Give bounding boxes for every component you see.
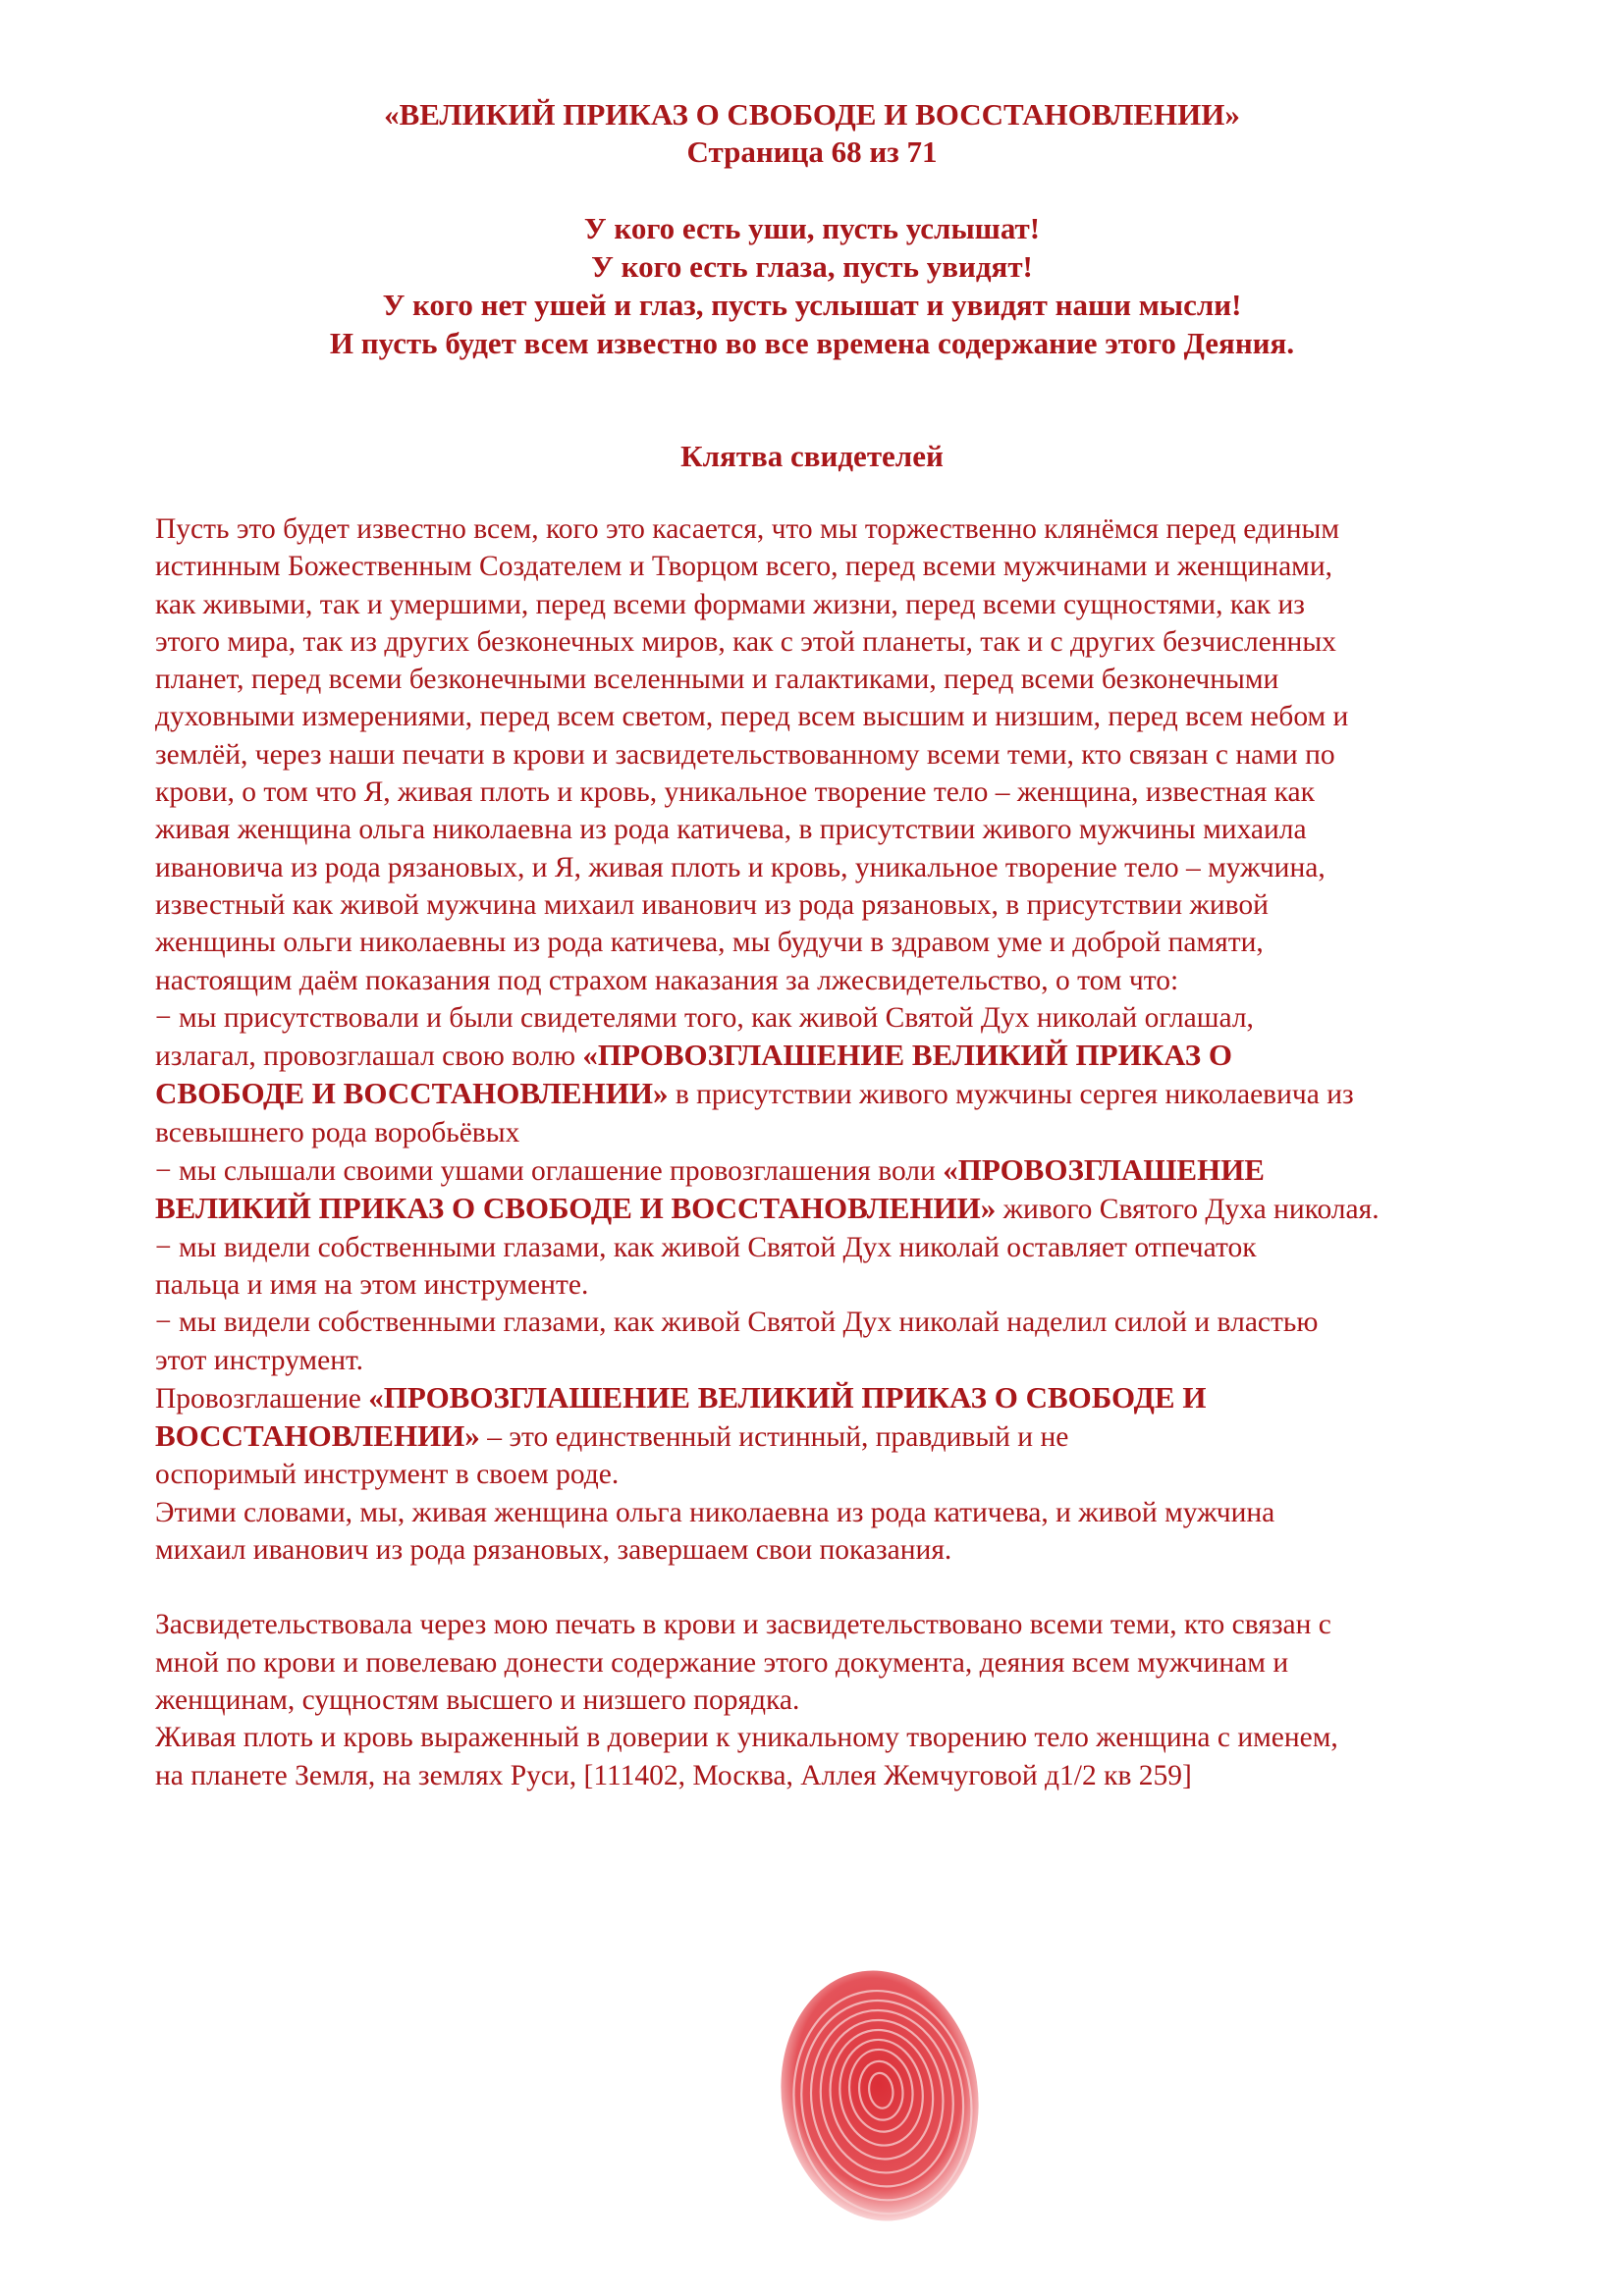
body-line: − мы видели собственными глазами, как живой Святой Дух николай оставляет отпечаток [155,1231,1257,1263]
body-line: крови, о том что Я, живая плоть и кровь, уникальное творение тело – женщина, известная как [155,776,1315,809]
highlight-title: ВЕЛИКИЙ ПРИКАЗ О СВОБОДЕ И ВОССТАНОВЛЕНИИ» [155,1191,997,1226]
highlight-title: СВОБОДЕ И ВОССТАНОВЛЕНИИ» [155,1076,669,1111]
body-line: настоящим даём показания под страхом наказания за лжесвидетельство, о том что: [155,964,1179,996]
body-text-span: в присутствии живого мужчины сергея николаевича из [668,1079,1354,1111]
highlight-title: «ПРОВОЗГЛАШЕНИЕ ВЕЛИКИЙ ПРИКАЗ О [582,1038,1233,1073]
body-line: планет, перед всеми безконечными вселенными и галактиками, перед всеми безконечными [155,664,1279,696]
document-header [0,96,1624,171]
body-line: истинным Божественным Создателем и Творцом всего, перед всеми мужчинами и женщинами, [155,551,1333,583]
highlight-title: «ПРОВОЗГЛАШЕНИЕ ВЕЛИКИЙ ПРИКАЗ О СВОБОДЕ И [368,1379,1207,1415]
body-line: всевышнего рода воробьёвых [155,1116,520,1148]
body-text-span: излагал, провозглашал свою волю [155,1041,583,1073]
body-text-span: − мы слышали своими ушами оглашение провозглашения воли [155,1155,944,1188]
body-line: женщины ольги николаевны из рода катичева, мы будучи в здравом уме и доброй памяти, [155,927,1264,959]
body-line: Этими словами, мы, живая женщина ольга николаевна из рода катичева, и живой мужчина [155,1496,1275,1528]
body-line: Пусть это будет известно всем, кого это касается, что мы торжественно клянёмся перед единым [155,513,1339,545]
closing-line: Засвидетельствовала через мою печать в крови и засвидетельствовано всеми теми, кто связан с [155,1609,1331,1641]
body-line: живая женщина ольга николаевна из рода катичева, в присутствии живого мужчины михаила [155,814,1307,846]
body-line: этого мира, так из других безконечных миров, как с этой планеты, так и с других безчисленных [155,625,1336,658]
body-line [155,1151,1530,1190]
body-line: ивановича из рода рязановых, и Я, живая плоть и кровь, уникальное творение тело – мужчина, [155,851,1326,883]
closing-line: Живая плоть и кровь выраженный в доверии к уникальному творению тело женщина с именем, [155,1722,1338,1754]
body-line: духовными измерениями, перед всем светом, перед всем высшим и низшим, перед всем небом и [155,701,1349,733]
body-line: − мы присутствовали и были свидетелями того, как живой Святой Дух николай оглашал, [155,1001,1254,1034]
body-line [155,1379,1530,1417]
oath-heading: Клятва свидетелей [680,439,944,473]
body-line: этот инструмент. [155,1344,364,1376]
proclamation [0,209,1624,362]
fingerprint-icon [772,1963,988,2228]
page-indicator: Страница 68 из 71 [686,134,938,169]
body-line: пальца и имя на этом инструменте. [155,1268,589,1301]
body-line: михаил иванович из рода рязановых, завершаем свои показания. [155,1534,952,1567]
highlight-title: «ПРОВОЗГЛАШЕНИЕ [943,1152,1265,1188]
document-title: «ВЕЛИКИЙ ПРИКАЗ О СВОБОДЕ И ВОССТАНОВЛЕНИИ» [384,97,1240,132]
body-text-span: Провозглашение [155,1382,369,1415]
proclamation-line: И пусть будет всем известно во все времена содержание этого Деяния. [329,326,1295,360]
body-line: как живыми, так и умершими, перед всеми формами жизни, перед всеми сущностями, как из [155,588,1305,620]
proclamation-line: У кого нет ушей и глаз, пусть услышат и увидят наши мысли! [382,288,1242,322]
body-line: − мы видели собственными глазами, как живой Святой Дух николай наделил силой и властью [155,1307,1319,1339]
proclamation-line: У кого есть уши, пусть услышат! [583,211,1041,245]
paragraph-gap [155,1569,1530,1606]
closing-line: на планете Земля, на землях Руси, [111402, Москва, Аллея Жемчуговой д1/2 кв 259] [155,1759,1192,1791]
body-text-span: живого Святого Духа николая. [996,1194,1380,1226]
body-line [155,1417,1530,1456]
body-text-span: – это единственный истинный, правдивый и не [479,1421,1069,1454]
body-line: землёй, через наши печати в крови и засвидетельствованному всеми теми, кто связан с нами по [155,738,1335,771]
closing-line: мной по крови и повелеваю донести содержание этого документа, деяния всем мужчинам и [155,1646,1289,1679]
body-line: оспоримый инструмент в своем роде. [155,1459,620,1491]
body-line: известный как живой мужчина михаил иванович из рода рязановых, в присутствии живой [155,888,1269,921]
body-line [155,1075,1530,1113]
oath-body [155,510,1530,1794]
closing-line: женщинам, сущностям высшего и низшего порядка. [155,1683,800,1716]
highlight-title: ВОССТАНОВЛЕНИИ» [155,1418,480,1454]
body-line [155,1037,1530,1075]
body-line [155,1190,1530,1228]
proclamation-line: У кого есть глаза, пусть увидят! [591,249,1033,284]
